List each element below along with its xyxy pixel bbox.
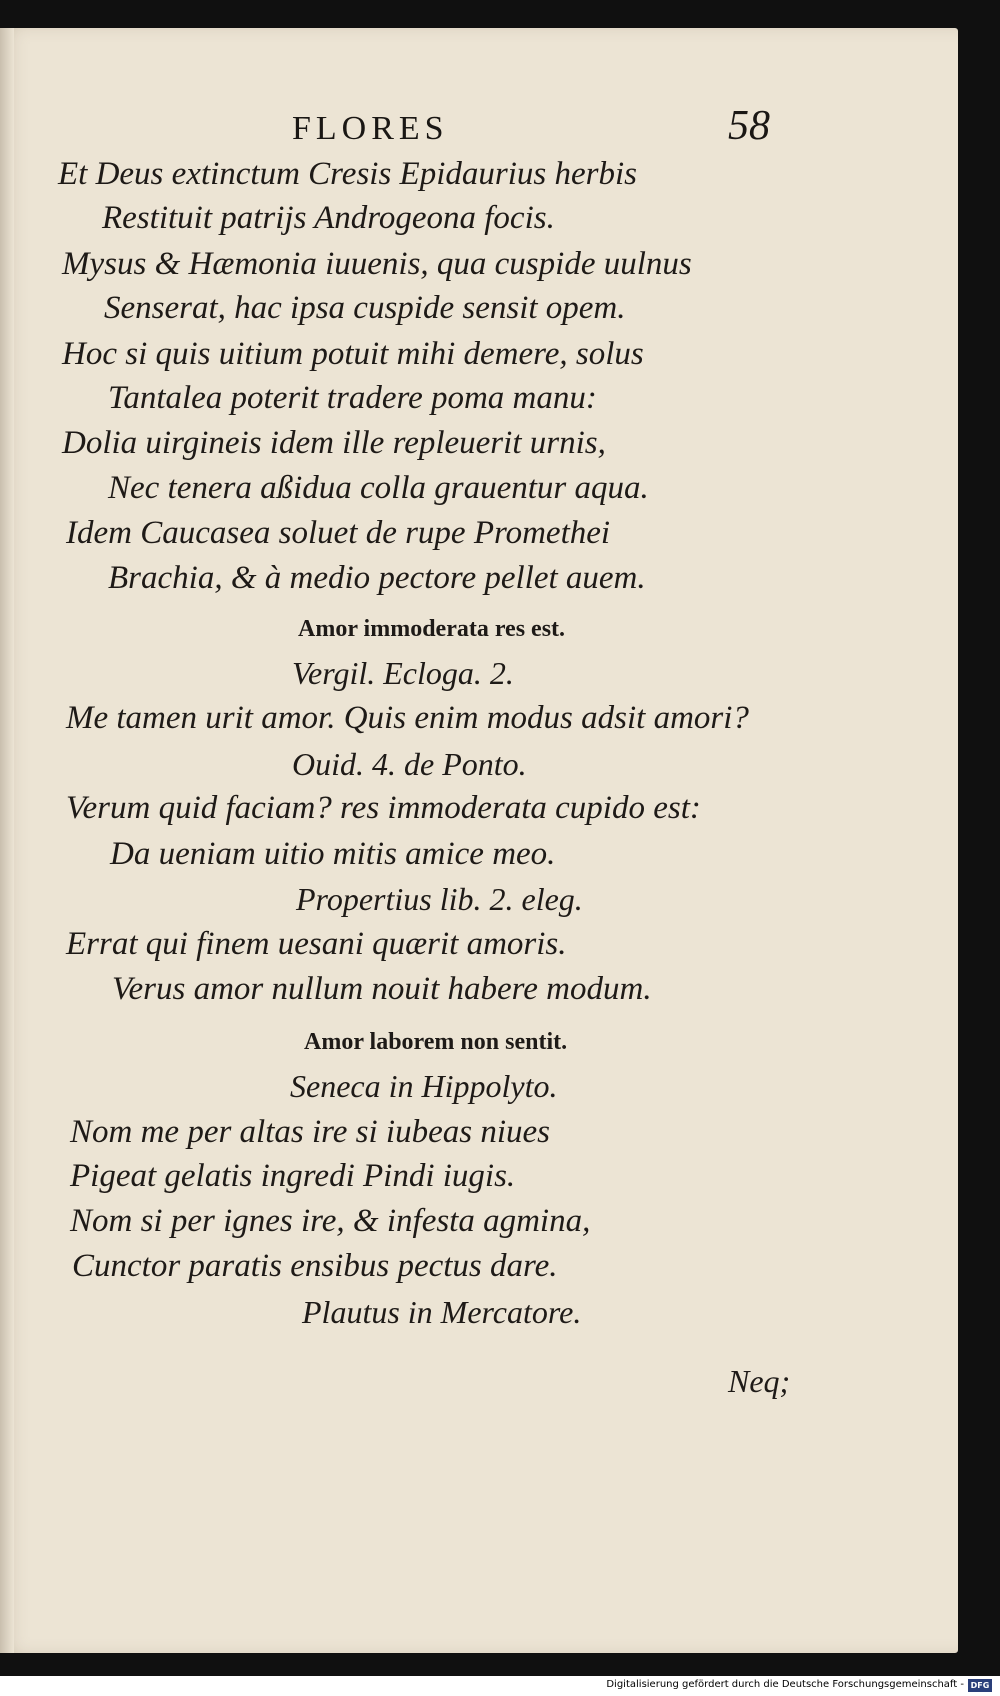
verse-line: Brachia, & à medio pectore pellet auem. <box>108 560 646 596</box>
section-heading: Amor immoderata res est. <box>298 616 566 642</box>
verse-line: Nom si per ignes ire, & infesta agmina, <box>70 1203 591 1239</box>
verse-line: Errat qui finem uesani quærit amoris. <box>66 926 567 962</box>
funding-credit: Digitalisierung gefördert durch die Deutsche Forschungsgemeinschaft - <box>606 1679 964 1690</box>
verse-line: Verus amor nullum nouit habere modum. <box>112 971 652 1007</box>
verse-line: Pigeat gelatis ingredi Pindi iugis. <box>70 1158 516 1194</box>
source-citation: Plautus in Mercatore. <box>302 1294 582 1330</box>
verse-line: Cunctor paratis ensibus pectus dare. <box>72 1248 558 1284</box>
verse-line: Me tamen urit amor. Quis enim modus adsit amori? <box>66 700 749 736</box>
verse-line: Senserat, hac ipsa cuspide sensit opem. <box>104 290 626 326</box>
source-citation: Seneca in Hippolyto. <box>290 1068 558 1104</box>
page-header <box>0 88 958 148</box>
verse-line: Nec tenera aßidua colla grauentur aqua. <box>108 470 649 506</box>
verse-line: Da ueniam uitio mitis amice meo. <box>110 836 556 872</box>
source-citation: Propertius lib. 2. eleg. <box>296 881 583 917</box>
digitization-footer <box>0 1676 1000 1696</box>
source-citation: Vergil. Ecloga. 2. <box>292 655 514 691</box>
section-heading: Amor laborem non sentit. <box>304 1029 568 1055</box>
catchword: Neq; <box>728 1363 791 1399</box>
verse-line: Mysus & Hæmonia iuuenis, qua cuspide uulnus <box>62 246 692 282</box>
verse-line: Restituit patrijs Androgeona focis. <box>102 200 555 236</box>
verse-line: Verum quid faciam? res immoderata cupido est: <box>66 790 701 826</box>
book-page <box>0 28 958 1653</box>
source-citation: Ouid. 4. de Ponto. <box>292 746 527 782</box>
verse-line: Tantalea poterit tradere poma manu: <box>108 380 597 416</box>
running-title: FLORES <box>292 110 449 147</box>
verse-line: Hoc si quis uitium potuit mihi demere, solus <box>62 336 644 372</box>
verse-line: Et Deus extinctum Cresis Epidaurius herbis <box>58 156 637 192</box>
page-number: 58 <box>728 103 770 149</box>
verse-line: Nom me per altas ire si iubeas niues <box>70 1114 550 1150</box>
dfg-logo: DFG <box>968 1679 992 1692</box>
verse-line: Idem Caucasea soluet de rupe Promethei <box>66 515 611 551</box>
verse-line: Dolia uirgineis idem ille repleuerit urnis, <box>62 425 606 461</box>
page-gutter-shadow <box>0 28 14 1653</box>
